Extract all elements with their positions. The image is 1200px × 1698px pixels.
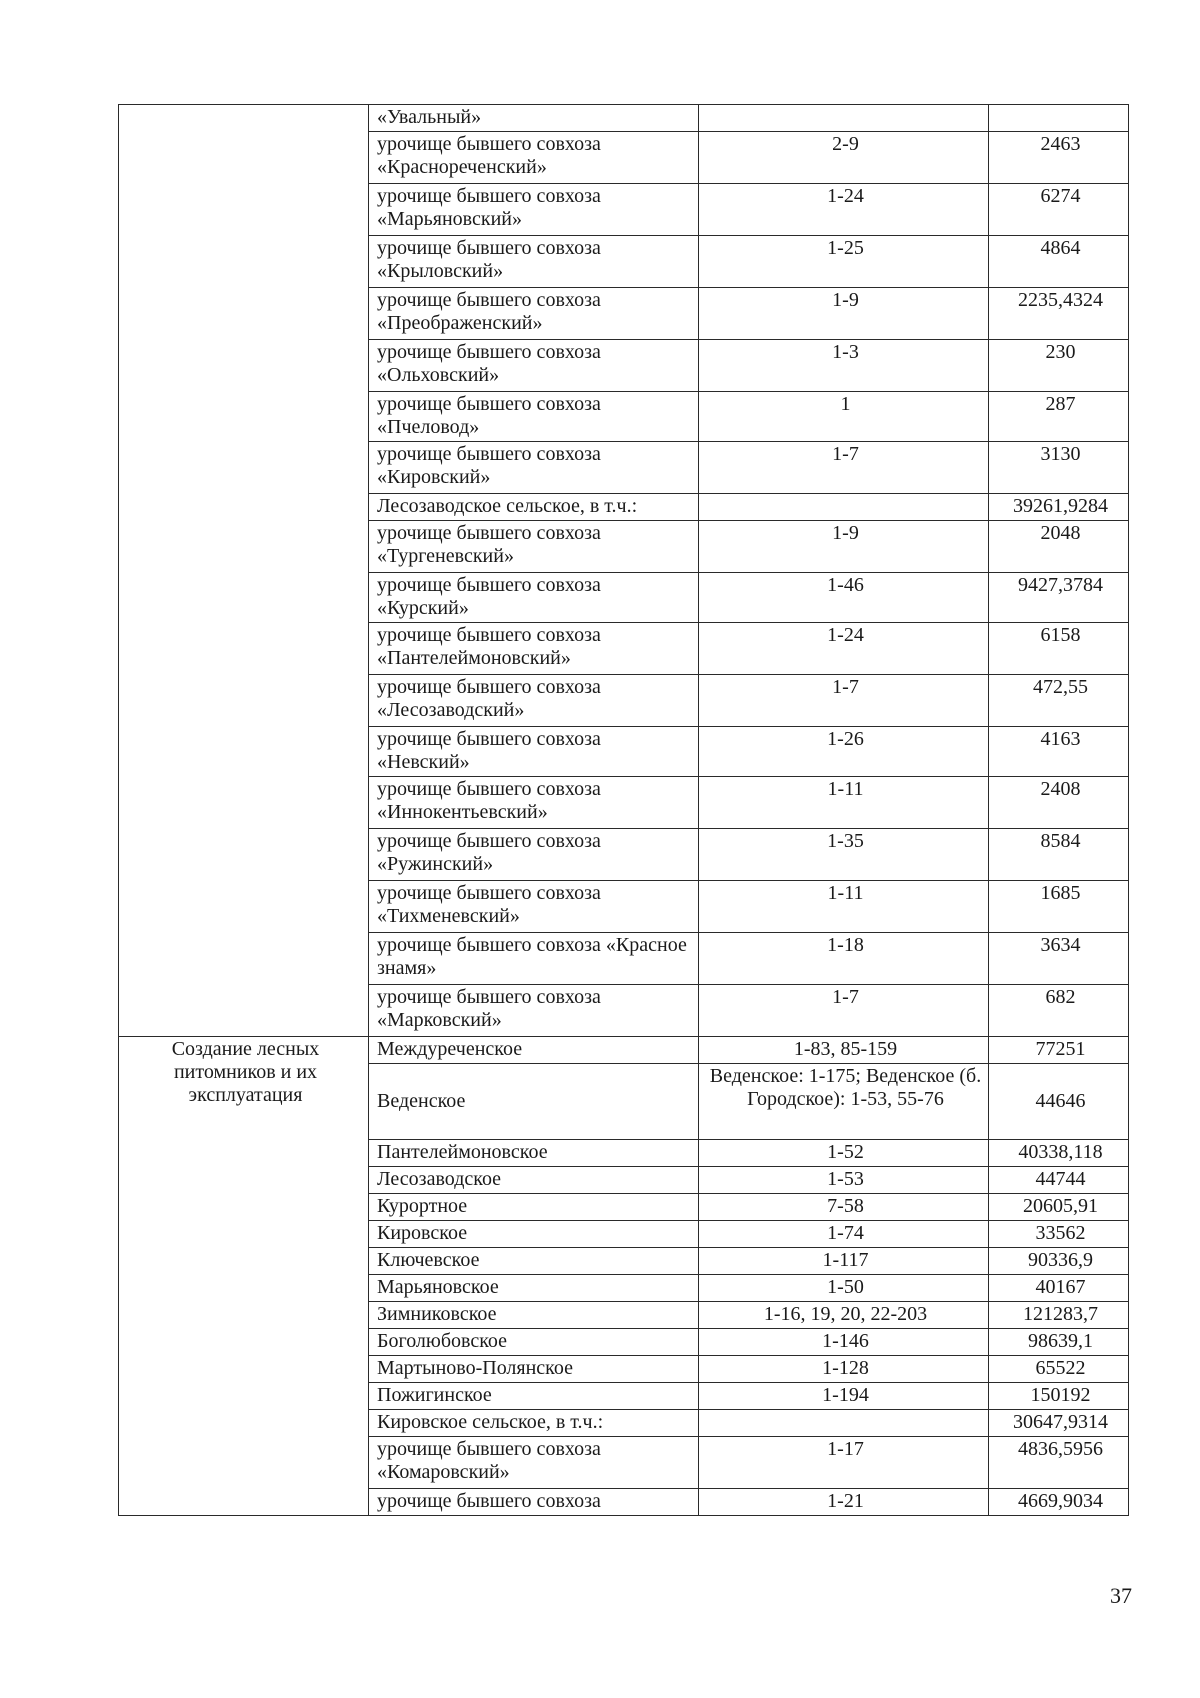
area-name: Пантелеймоновское [369, 1140, 699, 1167]
area-value: 30647,9314 [989, 1410, 1129, 1437]
area-value: 44646 [989, 1064, 1129, 1140]
area-value: 2235,4324 [989, 288, 1129, 340]
quarter-numbers: 1-83, 85-159 [699, 1037, 989, 1064]
area-name: урочище бывшего совхоза «Пантелеймоновский» [369, 623, 699, 675]
area-name: урочище бывшего совхоза «Невский» [369, 727, 699, 777]
quarter-numbers: 1-35 [699, 829, 989, 881]
area-value: 287 [989, 392, 1129, 442]
area-name: урочище бывшего совхоза «Преображенский» [369, 288, 699, 340]
area-value: 2463 [989, 132, 1129, 184]
area-name: урочище бывшего совхоза «Краснореченский» [369, 132, 699, 184]
area-value: 2408 [989, 777, 1129, 829]
area-value: 121283,7 [989, 1302, 1129, 1329]
quarter-numbers: 1-7 [699, 675, 989, 727]
area-name: Ключевское [369, 1248, 699, 1275]
area-name: Марьяновское [369, 1275, 699, 1302]
area-value: 4163 [989, 727, 1129, 777]
area-value: 3130 [989, 442, 1129, 494]
quarter-numbers: 1-74 [699, 1221, 989, 1248]
quarter-numbers: 1-26 [699, 727, 989, 777]
area-name: Междуреченское [369, 1037, 699, 1064]
area-value: 39261,9284 [989, 494, 1129, 521]
page-number: 37 [1110, 1583, 1132, 1608]
area-value [989, 105, 1129, 132]
area-value: 472,55 [989, 675, 1129, 727]
area-name: Кировское сельское, в т.ч.: [369, 1410, 699, 1437]
area-value: 3634 [989, 933, 1129, 985]
quarter-numbers: 1-17 [699, 1437, 989, 1489]
quarter-numbers: Веденское: 1-175; Веденское (б. Городское): 1-53, 55-76 [699, 1064, 989, 1140]
group-cell [119, 105, 369, 1037]
area-value: 682 [989, 985, 1129, 1037]
quarter-numbers: 1-7 [699, 985, 989, 1037]
area-name: урочище бывшего совхоза [369, 1489, 699, 1516]
quarter-numbers: 1-194 [699, 1383, 989, 1410]
area-value: 77251 [989, 1037, 1129, 1064]
quarter-numbers: 1-18 [699, 933, 989, 985]
group-cell: Создание лесных питомников и их эксплуатация [119, 1037, 369, 1516]
area-value: 9427,3784 [989, 573, 1129, 623]
quarter-numbers [699, 494, 989, 521]
area-name: урочище бывшего совхоза «Кировский» [369, 442, 699, 494]
quarter-numbers [699, 1410, 989, 1437]
quarter-numbers: 1-11 [699, 881, 989, 933]
area-name: урочище бывшего совхоза «Ружинский» [369, 829, 699, 881]
area-name: урочище бывшего совхоза «Тихменевский» [369, 881, 699, 933]
quarter-numbers: 1-3 [699, 340, 989, 392]
quarter-numbers: 1-46 [699, 573, 989, 623]
quarter-numbers: 1-9 [699, 521, 989, 573]
area-name: Пожигинское [369, 1383, 699, 1410]
quarter-numbers: 1-117 [699, 1248, 989, 1275]
area-value: 8584 [989, 829, 1129, 881]
table-row [119, 1037, 1129, 1064]
table-row [119, 105, 1129, 132]
quarter-numbers: 1-128 [699, 1356, 989, 1383]
area-value: 4669,9034 [989, 1489, 1129, 1516]
area-name: Лесозаводское сельское, в т.ч.: [369, 494, 699, 521]
area-name: урочище бывшего совхоза «Красное знамя» [369, 933, 699, 985]
area-value: 90336,9 [989, 1248, 1129, 1275]
quarter-numbers: 2-9 [699, 132, 989, 184]
area-name: урочище бывшего совхоза «Лесозаводский» [369, 675, 699, 727]
quarter-numbers: 1-9 [699, 288, 989, 340]
forest-areas-table [118, 104, 1129, 1516]
area-name: Боголюбовское [369, 1329, 699, 1356]
area-value: 6274 [989, 184, 1129, 236]
area-name: «Увальный» [369, 105, 699, 132]
area-value: 40338,118 [989, 1140, 1129, 1167]
area-value: 44744 [989, 1167, 1129, 1194]
quarter-numbers: 7-58 [699, 1194, 989, 1221]
area-value: 1685 [989, 881, 1129, 933]
area-value: 40167 [989, 1275, 1129, 1302]
quarter-numbers: 1-24 [699, 623, 989, 675]
area-value: 33562 [989, 1221, 1129, 1248]
area-name: урочище бывшего совхоза «Пчеловод» [369, 392, 699, 442]
area-value: 20605,91 [989, 1194, 1129, 1221]
area-name: урочище бывшего совхоза «Марьяновский» [369, 184, 699, 236]
quarter-numbers: 1-21 [699, 1489, 989, 1516]
quarter-numbers: 1 [699, 392, 989, 442]
area-name: урочище бывшего совхоза «Ольховский» [369, 340, 699, 392]
area-name: урочище бывшего совхоза «Комаровский» [369, 1437, 699, 1489]
quarter-numbers: 1-25 [699, 236, 989, 288]
area-name: Курортное [369, 1194, 699, 1221]
area-value: 98639,1 [989, 1329, 1129, 1356]
quarter-numbers: 1-53 [699, 1167, 989, 1194]
area-value: 4836,5956 [989, 1437, 1129, 1489]
area-value: 4864 [989, 236, 1129, 288]
quarter-numbers: 1-11 [699, 777, 989, 829]
quarter-numbers: 1-16, 19, 20, 22-203 [699, 1302, 989, 1329]
area-name: урочище бывшего совхоза «Крыловский» [369, 236, 699, 288]
area-name: Зимниковское [369, 1302, 699, 1329]
area-name: Веденское [369, 1064, 699, 1140]
area-value: 6158 [989, 623, 1129, 675]
quarter-numbers: 1-52 [699, 1140, 989, 1167]
area-name: Лесозаводское [369, 1167, 699, 1194]
area-name: урочище бывшего совхоза «Иннокентьевский» [369, 777, 699, 829]
quarter-numbers: 1-50 [699, 1275, 989, 1302]
quarter-numbers: 1-146 [699, 1329, 989, 1356]
area-name: урочище бывшего совхоза «Марковский» [369, 985, 699, 1037]
area-value: 2048 [989, 521, 1129, 573]
area-name: Мартыново-Полянское [369, 1356, 699, 1383]
area-value: 150192 [989, 1383, 1129, 1410]
area-name: Кировское [369, 1221, 699, 1248]
quarter-numbers [699, 105, 989, 132]
area-name: урочище бывшего совхоза «Курский» [369, 573, 699, 623]
area-name: урочище бывшего совхоза «Тургеневский» [369, 521, 699, 573]
quarter-numbers: 1-24 [699, 184, 989, 236]
area-value: 230 [989, 340, 1129, 392]
quarter-numbers: 1-7 [699, 442, 989, 494]
area-value: 65522 [989, 1356, 1129, 1383]
